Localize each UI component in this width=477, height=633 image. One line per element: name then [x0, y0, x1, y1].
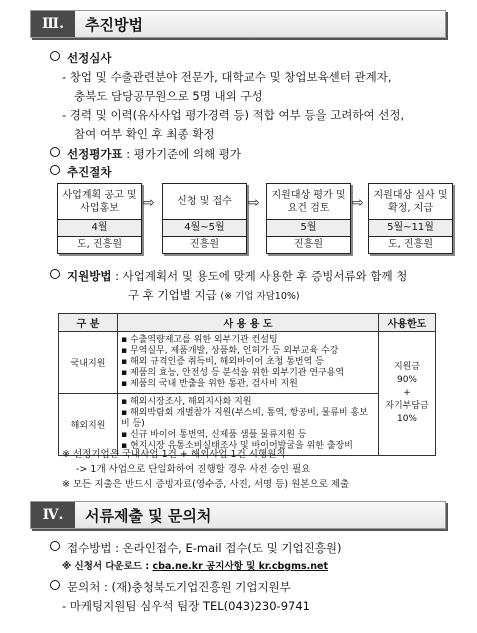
- circle-bullet-icon: [50, 147, 60, 157]
- step-title: 지원대상 심사 및 확정, 지급: [373, 189, 448, 214]
- list-item: ▪ 제품의 국내 반출을 위한 통관, 검사비 지원: [121, 379, 298, 389]
- limit-cell: 지원금 90% + 자기부담금 10%: [379, 332, 436, 456]
- submission-line: 접수방법 : 온라인접수, E-mail 접수(도 및 기업진흥원): [50, 540, 341, 556]
- support-line-1: 지원방법 : 사업계획서 및 용도에 맞게 사용한 후 증빙서류와 함께 청: [50, 268, 407, 284]
- circle-bullet-icon: [50, 269, 60, 279]
- domestic-label: 국내지원: [59, 332, 118, 394]
- step-period: 5월: [267, 219, 350, 236]
- list-item: ▪ 제품의 효능, 안전성 등 분석을 위한 외부기관 연구용역: [121, 368, 345, 378]
- step-2-box: [162, 183, 247, 254]
- section-number: Ⅲ.: [31, 11, 75, 37]
- arrow-right-icon: ⇨: [143, 195, 155, 211]
- arrow-right-icon: ⇨: [248, 195, 260, 211]
- step-4-box: [368, 183, 453, 254]
- circle-bullet-icon: [50, 580, 60, 590]
- list-item: ▪ 현지시장 유통소비실태조사 및 바이어발굴을 위한 출장비: [121, 441, 353, 451]
- step-3-box: [266, 183, 351, 254]
- step-title: 사업계획 공고 및 사업홍보: [62, 189, 137, 214]
- list-item: ▪ 해외박람회 개별참가 지원(부스비, 통역, 항공비, 물류비 홍보비 등): [121, 408, 368, 429]
- contact-person: - 마케팅지원팀 심우석 팀장 TEL(043)230-9741: [62, 599, 310, 613]
- header-category: 구 분: [59, 314, 118, 332]
- selection-line-2: 충북도 담당공무원으로 5명 내외 구성: [74, 89, 263, 103]
- domestic-items: [118, 332, 379, 394]
- step-title: 신청 및 접수: [177, 196, 232, 207]
- selection-line-1: - 창업 및 수출관련분야 전문가, 대학교수 및 창업보육센터 관계자,: [62, 70, 392, 84]
- step-period: 4월: [58, 219, 141, 236]
- step-org: 도, 진흥원: [369, 236, 452, 253]
- selection-heading: 선정심사: [50, 50, 111, 66]
- usage-table: [58, 313, 436, 456]
- step-title: 지원대상 평가 및 요건 검토: [271, 189, 346, 214]
- section-4-header: [30, 501, 446, 529]
- support-note: (※ 기업 자담10%): [220, 291, 300, 302]
- list-item: ▪ 수출역량제고를 위한 외부기관 컨설팅: [121, 335, 278, 345]
- list-item: ▪ 해외 규격인증 취득비, 해외바이어 초청 통번역 등: [121, 357, 324, 367]
- circle-bullet-icon: [50, 165, 60, 175]
- table-row-domestic: [59, 332, 436, 394]
- step-period: 5월~11월: [369, 219, 452, 236]
- support-line-2: 구 후 기업별 지급 (※ 기업 자담10%): [128, 288, 300, 302]
- circle-bullet-icon: [50, 541, 60, 551]
- step-org: 도, 진흥원: [58, 236, 141, 253]
- header-limit: 사용한도: [379, 314, 436, 332]
- list-item: ▪ 신규 바이어 통번역, 신제품 샘플 물류지원 등: [121, 430, 307, 440]
- section-3-header: [30, 10, 446, 38]
- step-org: 진흥원: [267, 236, 350, 253]
- arrow-right-icon: ⇨: [352, 195, 364, 211]
- header-usage: 사 용 용 도: [118, 314, 379, 332]
- download-links[interactable]: cba.ne.kr 공지사항 및 kr.cbgms.net: [152, 561, 328, 572]
- selection-line-4: 참여 여부 확인 후 최종 확정: [74, 127, 215, 141]
- step-period: 4월~5월: [163, 219, 246, 236]
- contact-line: 문의처 : (재)충청북도기업진흥원 기업지원부: [50, 579, 291, 595]
- download-line: ※ 신청서 다운로드 : cba.ne.kr 공지사항 및 kr.cbgms.net: [62, 561, 328, 572]
- overseas-label: 해외지원: [59, 394, 118, 456]
- list-item: ▪ 무역실무, 제품개발, 상품화, 인허가 등 외부교육 수강: [121, 346, 339, 356]
- note-2: -> 1개 사업으로 단일화하여 진행할 경우 사전 승인 필요: [76, 464, 311, 475]
- criteria-line: 선정평가표 : 평가기준에 의해 평가: [50, 146, 241, 162]
- step-1-box: [57, 183, 142, 254]
- table-header-row: [59, 314, 436, 332]
- step-org: 진흥원: [163, 236, 246, 253]
- selection-line-3: - 경력 및 이력(유사사업 평가경력 등) 적합 여부 등을 고려하여 선정,: [62, 108, 405, 122]
- circle-bullet-icon: [50, 51, 60, 61]
- note-1: ※ 선정기업은 국내사업 1건 + 해외사업 1건 시행원칙: [62, 449, 286, 460]
- procedure-heading: 추진절차: [50, 164, 111, 180]
- list-item: ▪ 해외시장조사, 해외지사화 지원: [121, 397, 252, 407]
- note-3: ※ 모든 지출은 반드시 증빙자료(영수증, 사진, 서명 등) 원본으로 제출: [62, 479, 350, 490]
- section-number: Ⅳ.: [31, 502, 75, 528]
- section-title: 서류제출 및 문의처: [85, 506, 212, 525]
- section-title: 추진방법: [85, 15, 143, 34]
